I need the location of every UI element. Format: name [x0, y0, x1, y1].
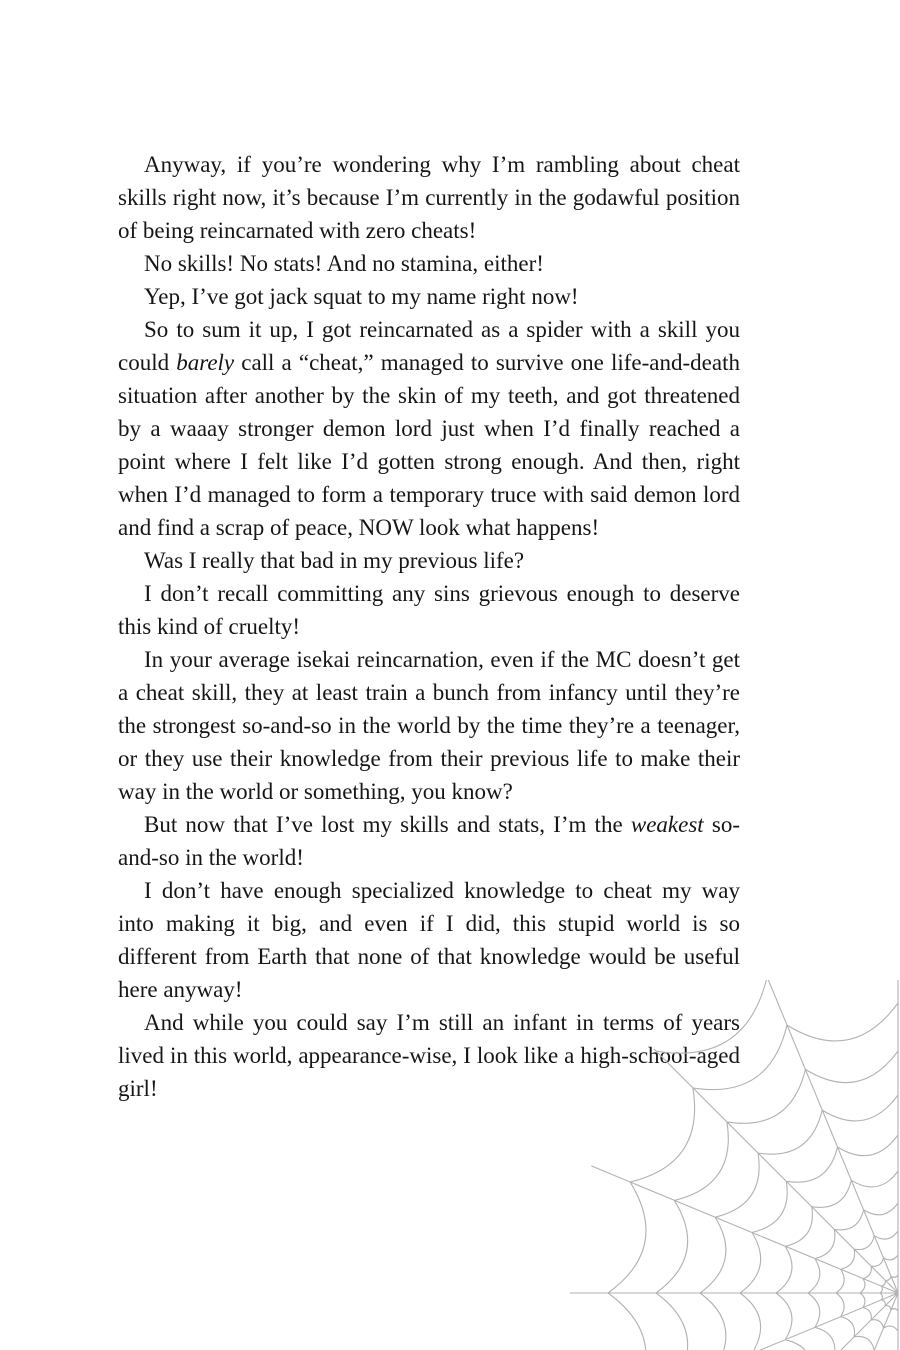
spider-web-decoration — [570, 980, 900, 1350]
paragraph: Yep, I’ve got jack squat to my name right now! — [144, 284, 579, 309]
paragraph: I don’t have enough specialized knowledge to cheat my way into making it big, and even if I did, this stupid world is so different from Earth that none of that knowledge would be useful here anyway! — [118, 878, 740, 1002]
paragraph: Anyway, if you’re wondering why I’m rambling about cheat skills right now, it’s because I’m currently in the godawful position of being reincarnated with zero cheats! — [118, 152, 740, 243]
spider-web-strands — [570, 980, 898, 1350]
paragraph: And while you could say I’m still an infant in terms of years lived in this world, appearance-wise, I look like a high-school-aged girl! — [118, 1010, 740, 1101]
paragraph: I don’t recall committing any sins grievous enough to deserve this kind of cruelty! — [118, 581, 740, 639]
paragraph: In your average isekai reincarnation, even if the MC doesn’t get a cheat skill, they at least train a bunch from infancy until they’re the strongest so-and-so in the world by the time they’re a teenager, or they use their knowledge from their previous life to make their way in the world or something, you know? — [118, 647, 740, 804]
paragraph: No skills! No stats! And no stamina, either! — [144, 251, 544, 276]
page-text — [118, 148, 740, 1105]
paragraph: Was I really that bad in my previous life? — [144, 548, 525, 573]
paragraph: But now that I’ve lost my skills and stats, I’m the weakest so-and-so in the world! — [118, 812, 740, 870]
paragraph: So to sum it up, I got reincarnated as a spider with a skill you could barely call a “cheat,” managed to survive one life-and-death situation after another by the skin of my teeth, and got threatened by a waaay stronger demon lord just when I’d finally reached a point where I felt like I’d gotten strong enough. And then, right when I’d managed to form a temporary truce with said demon lord and find a scrap of peace, NOW look what happens! — [118, 317, 740, 540]
